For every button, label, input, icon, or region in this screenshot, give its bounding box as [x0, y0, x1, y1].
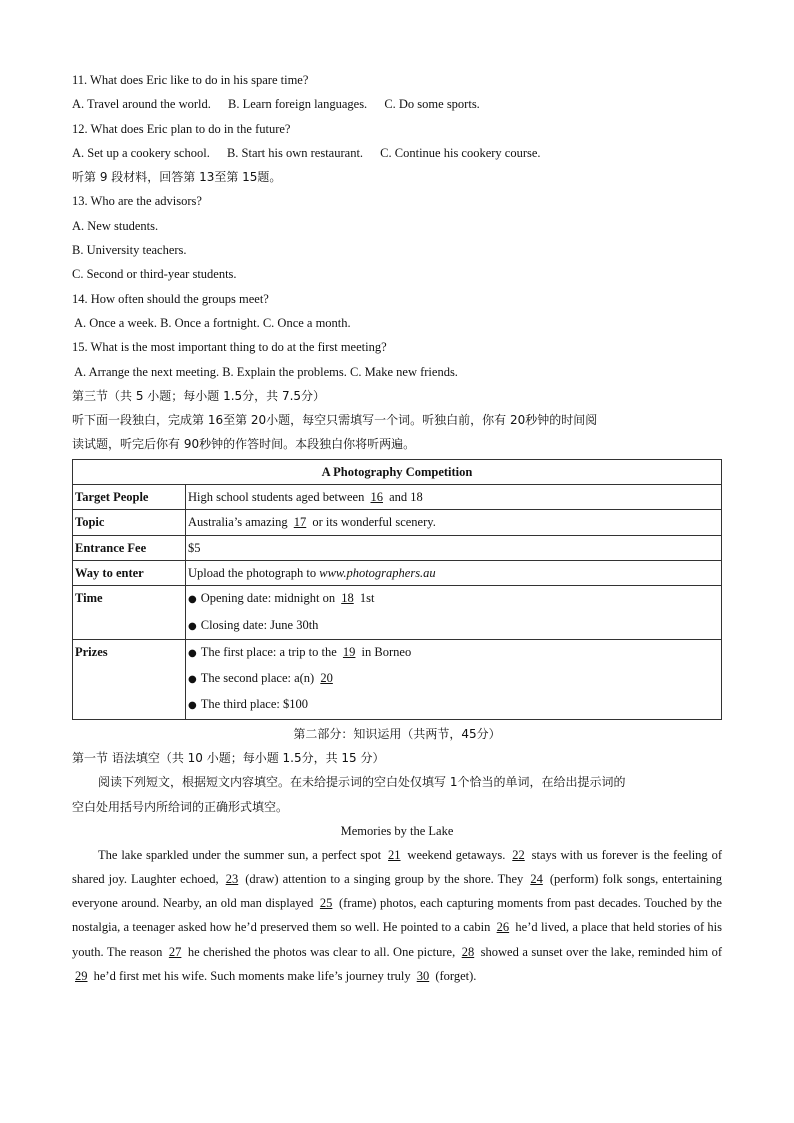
instruction-section-9: 听第 9 段材料，回答第 13至第 15题。 [72, 170, 282, 185]
passage-body [72, 843, 722, 988]
row-label-target: Target People [73, 485, 186, 510]
question-12-options [72, 141, 722, 165]
part-2-instruction-line-1: 阅读下列短文，根据短文内容填空。在未给提示词的空白处仅填写 1个恰当的单词，在给出提示词的 [98, 775, 626, 790]
exam-page [72, 68, 722, 988]
section-3-title: 第三节（共 5 小题；每小题 1.5分，共 7.5分） [72, 388, 326, 403]
blank-27: 27 [168, 944, 182, 959]
blank-20: 20 [320, 671, 333, 686]
table-title: A Photography Competition [73, 459, 722, 484]
blank-28: 28 [461, 944, 475, 959]
blank-30: 30 [416, 968, 430, 983]
part-2-section-1-title: 第一节 语法填空（共 10 小题；每小题 1.5分，共 15 分） [72, 751, 385, 766]
bullet-icon: ● [188, 620, 197, 632]
option-a: A. Set up a cookery school. [72, 145, 210, 160]
row-label-way: Way to enter [73, 560, 186, 585]
question-12: 12. What does Eric plan to do in the future? [72, 121, 291, 136]
question-13: 13. Who are the advisors? [72, 194, 202, 209]
blank-26: 26 [496, 920, 510, 935]
blank-19: 19 [342, 644, 356, 659]
blank-25: 25 [319, 896, 333, 911]
passage-title: Memories by the Lake [340, 823, 454, 838]
question-11-options [72, 92, 722, 116]
blank-24: 24 [530, 872, 543, 887]
question-13-option-a: A. New students. [72, 218, 159, 233]
row-value-way: Upload the photograph to www.photographers.au [186, 560, 722, 585]
passage-text: (perform) folk songs, entertaining everyone around. Nearby, an old man displayed [72, 872, 722, 911]
passage-text: he’d first met his wife. Such moments make life’s journey truly [90, 968, 414, 983]
blank-29: 29 [75, 968, 88, 983]
blank-16: 16 [370, 490, 383, 505]
blank-17: 17 [293, 515, 307, 530]
passage-text: showed a sunset over the lake, reminded him of [477, 944, 722, 959]
blank-21: 21 [388, 848, 401, 863]
row-label-topic: Topic [73, 510, 186, 535]
passage-text: stays with us forever is the feeling of shared joy. Laughter echoed, [72, 848, 722, 887]
part-2-title: 第二部分：知识运用（共两节，45分） [293, 726, 501, 741]
passage-text: (draw) attention to a singing group by the shore. They [241, 872, 528, 887]
blank-23: 23 [225, 872, 239, 887]
row-value-target: High school students aged between 16 and 18 [186, 485, 722, 510]
question-14: 14. How often should the groups meet? [72, 291, 269, 306]
row-value-topic: Australia’s amazing 17 or its wonderful scenery. [186, 510, 722, 535]
option-b: B. Start his own restaurant. [226, 145, 364, 160]
passage-text: he cherished the photos was clear to all. One picture, [184, 944, 459, 959]
bullet-icon: ● [188, 647, 197, 659]
question-13-option-c: C. Second or third-year students. [72, 267, 237, 282]
passage-text: The lake sparkled under the summer sun, a perfect spot [98, 848, 386, 863]
section-3-instruction-line-1: 听下面一段独白，完成第 16至第 20小题，每空只需填写一个词。听独白前，你有 20秒钟的时间阅 [72, 413, 598, 428]
bullet-icon: ● [188, 700, 197, 712]
passage-text: weekend getaways. [403, 848, 510, 863]
part-2-instruction-line-2: 空白处用括号内所给词的正确形式填空。 [72, 799, 289, 814]
question-13-option-b: B. University teachers. [72, 243, 187, 258]
passage-text: (frame) photos, each capturing moments from past decades. Touched by the nostalgia, a teenager asked how he’d preserved them so well. He pointed to a cabin [72, 896, 722, 935]
question-15-options: A. Arrange the next meeting. B. Explain the problems. C. Make new friends. [74, 364, 458, 379]
row-label-time: Time [73, 586, 186, 640]
option-c: C. Do some sports. [384, 97, 480, 112]
row-value-fee: $5 [186, 535, 722, 560]
row-value-prizes: ● The first place: a trip to the 19 in Borneo ● The second place: a(n) 20 ● The third place: $100 [186, 639, 722, 719]
row-label-fee: Entrance Fee [73, 535, 186, 560]
blank-18: 18 [341, 591, 354, 606]
option-a: A. Travel around the world. [72, 97, 211, 112]
competition-table [72, 459, 722, 720]
question-11: 11. What does Eric like to do in his spare time? [72, 73, 309, 87]
website-url: www.photographers.au [319, 565, 436, 580]
bullet-icon: ● [188, 594, 197, 606]
bullet-icon: ● [188, 674, 197, 686]
passage-text: he’d lived, a place that held stories of his youth. The reason [72, 920, 722, 959]
option-c: C. Continue his cookery course. [380, 145, 541, 160]
option-b: B. Learn foreign languages. [228, 97, 368, 112]
row-value-time: ● Opening date: midnight on 18 1st ● Closing date: June 30th [186, 586, 722, 640]
question-14-options: A. Once a week. B. Once a fortnight. C. Once a month. [74, 315, 351, 330]
row-label-prizes: Prizes [73, 639, 186, 719]
blank-22: 22 [512, 848, 525, 863]
passage-text: (forget). [432, 968, 477, 983]
section-3-instruction-line-2: 读试题，听完后你有 90秒钟的作答时间。本段独白你将听两遍。 [72, 437, 416, 452]
question-15: 15. What is the most important thing to do at the first meeting? [72, 340, 387, 355]
